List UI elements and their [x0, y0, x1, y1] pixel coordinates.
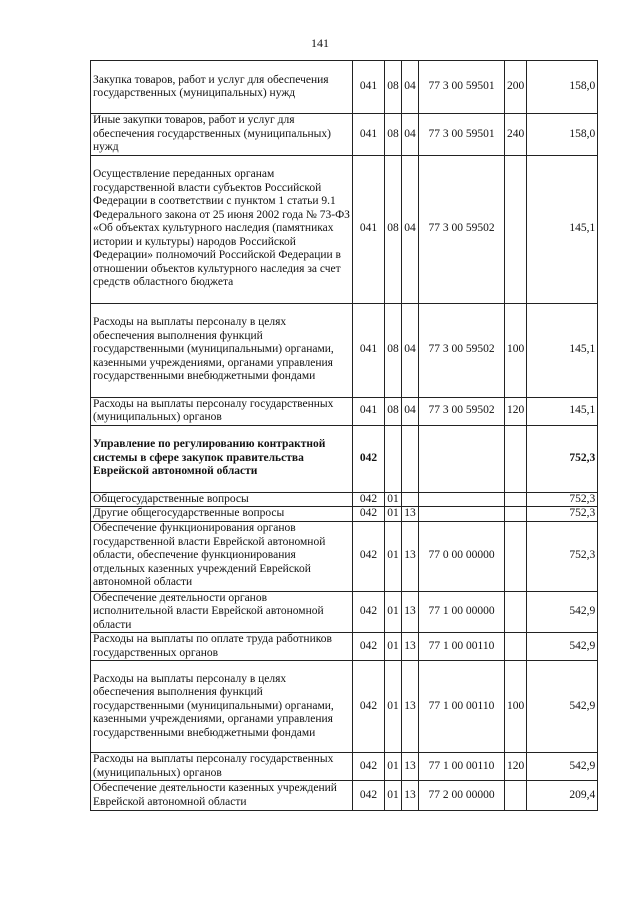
row-name: Осуществление переданных органам государственной власти субъектов Российской Федерации в соответствии с пунктом 1 статьи 9.1 Федерального закона от 25 июня 2002 года № 73-ФЗ «Об объектах культурного наследия (памятниках истории и культуры) народов Российской Федерации» полномочий Российской Федерации в отношении объектов культурного наследия за счет средств областного бюджета [91, 155, 353, 303]
row-section: 01 [385, 753, 402, 781]
table-row [91, 397, 598, 425]
row-name: Обеспечение деятельности органов исполнительной власти Еврейской автономной области [91, 591, 353, 633]
row-expense-type [505, 492, 527, 507]
row-section: 01 [385, 661, 402, 753]
row-code: 042 [353, 507, 385, 522]
row-code: 042 [353, 753, 385, 781]
row-section: 01 [385, 591, 402, 633]
row-code: 042 [353, 425, 385, 492]
row-amount: 542,9 [527, 591, 598, 633]
table-row [91, 781, 598, 811]
row-name: Расходы на выплаты персоналу в целях обеспечения выполнения функций государственными (муниципальными) органами, казенными учреждениями, органами управления государственными внебюджетными фондами [91, 303, 353, 397]
row-name: Иные закупки товаров, работ и услуг для обеспечения государственных (муниципальных) нужд [91, 114, 353, 156]
row-subsection: 13 [402, 521, 419, 591]
row-subsection: 13 [402, 753, 419, 781]
table-row [91, 492, 598, 507]
table-row [91, 303, 598, 397]
row-subsection [402, 425, 419, 492]
row-expense-type: 120 [505, 753, 527, 781]
row-section: 08 [385, 114, 402, 156]
row-name: Обеспечение деятельности казенных учреждений Еврейской автономной области [91, 781, 353, 811]
row-code: 041 [353, 397, 385, 425]
row-expense-type: 200 [505, 61, 527, 114]
table-row [91, 114, 598, 156]
row-subsection: 04 [402, 303, 419, 397]
row-amount: 752,3 [527, 425, 598, 492]
row-expense-type: 100 [505, 661, 527, 753]
table-row [91, 425, 598, 492]
row-section: 01 [385, 507, 402, 522]
row-target-code: 77 3 00 59501 [419, 114, 505, 156]
row-subsection: 04 [402, 155, 419, 303]
row-name: Другие общегосударственные вопросы [91, 507, 353, 522]
row-amount: 158,0 [527, 114, 598, 156]
row-subsection: 13 [402, 633, 419, 661]
row-code: 041 [353, 114, 385, 156]
row-subsection: 04 [402, 114, 419, 156]
row-subsection [402, 492, 419, 507]
row-amount: 542,9 [527, 633, 598, 661]
row-subsection: 13 [402, 661, 419, 753]
row-code: 042 [353, 591, 385, 633]
row-expense-type [505, 633, 527, 661]
row-target-code: 77 3 00 59502 [419, 303, 505, 397]
row-code: 042 [353, 492, 385, 507]
row-expense-type: 240 [505, 114, 527, 156]
row-section: 01 [385, 781, 402, 811]
row-amount: 752,3 [527, 492, 598, 507]
row-subsection: 13 [402, 781, 419, 811]
row-code: 041 [353, 155, 385, 303]
row-target-code: 77 3 00 59501 [419, 61, 505, 114]
row-subsection: 13 [402, 507, 419, 522]
row-amount: 209,4 [527, 781, 598, 811]
row-target-code: 77 3 00 59502 [419, 155, 505, 303]
row-amount: 145,1 [527, 303, 598, 397]
table-row [91, 61, 598, 114]
row-section: 08 [385, 155, 402, 303]
row-section: 01 [385, 521, 402, 591]
row-name: Расходы на выплаты персоналу государственных (муниципальных) органов [91, 397, 353, 425]
row-target-code: 77 1 00 00110 [419, 661, 505, 753]
row-code: 042 [353, 633, 385, 661]
row-section: 01 [385, 492, 402, 507]
row-name: Управление по регулированию контрактной системы в сфере закупок правительства Еврейской автономной области [91, 425, 353, 492]
row-subsection: 04 [402, 397, 419, 425]
row-section: 08 [385, 303, 402, 397]
row-expense-type [505, 425, 527, 492]
row-code: 042 [353, 521, 385, 591]
table-row [91, 753, 598, 781]
row-name: Расходы на выплаты персоналу в целях обеспечения выполнения функций государственными (муниципальными) органами, казенными учреждениями, органами управления государственными внебюджетными фондами [91, 661, 353, 753]
row-expense-type: 100 [505, 303, 527, 397]
row-amount: 542,9 [527, 661, 598, 753]
row-expense-type [505, 591, 527, 633]
budget-table [90, 60, 598, 811]
row-expense-type [505, 155, 527, 303]
row-code: 041 [353, 61, 385, 114]
row-expense-type: 120 [505, 397, 527, 425]
row-target-code: 77 1 00 00110 [419, 753, 505, 781]
row-name: Расходы на выплаты персоналу государственных (муниципальных) органов [91, 753, 353, 781]
table-row [91, 507, 598, 522]
row-amount: 158,0 [527, 61, 598, 114]
row-code: 041 [353, 303, 385, 397]
table-row [91, 591, 598, 633]
row-expense-type [505, 521, 527, 591]
row-name: Закупка товаров, работ и услуг для обеспечения государственных (муниципальных) нужд [91, 61, 353, 114]
row-code: 042 [353, 781, 385, 811]
table-row [91, 155, 598, 303]
row-code: 042 [353, 661, 385, 753]
row-amount: 752,3 [527, 507, 598, 522]
row-target-code: 77 1 00 00000 [419, 591, 505, 633]
row-name: Обеспечение функционирования органов государственной власти Еврейской автономной области, обеспечение функционирования отдельных казенных учреждений Еврейской автономной области [91, 521, 353, 591]
row-section: 01 [385, 633, 402, 661]
table-row [91, 661, 598, 753]
row-expense-type [505, 507, 527, 522]
row-section: 08 [385, 397, 402, 425]
row-name: Расходы на выплаты по оплате труда работников государственных органов [91, 633, 353, 661]
row-amount: 542,9 [527, 753, 598, 781]
row-section [385, 425, 402, 492]
page-number: 141 [311, 36, 329, 50]
row-target-code: 77 3 00 59502 [419, 397, 505, 425]
row-amount: 145,1 [527, 155, 598, 303]
row-name: Общегосударственные вопросы [91, 492, 353, 507]
row-amount: 145,1 [527, 397, 598, 425]
row-subsection: 13 [402, 591, 419, 633]
row-amount: 752,3 [527, 521, 598, 591]
row-expense-type [505, 781, 527, 811]
row-subsection: 04 [402, 61, 419, 114]
row-target-code: 77 1 00 00110 [419, 633, 505, 661]
table-row [91, 633, 598, 661]
row-target-code [419, 492, 505, 507]
table-row [91, 521, 598, 591]
row-target-code: 77 0 00 00000 [419, 521, 505, 591]
row-target-code: 77 2 00 00000 [419, 781, 505, 811]
row-target-code [419, 507, 505, 522]
row-section: 08 [385, 61, 402, 114]
row-target-code [419, 425, 505, 492]
